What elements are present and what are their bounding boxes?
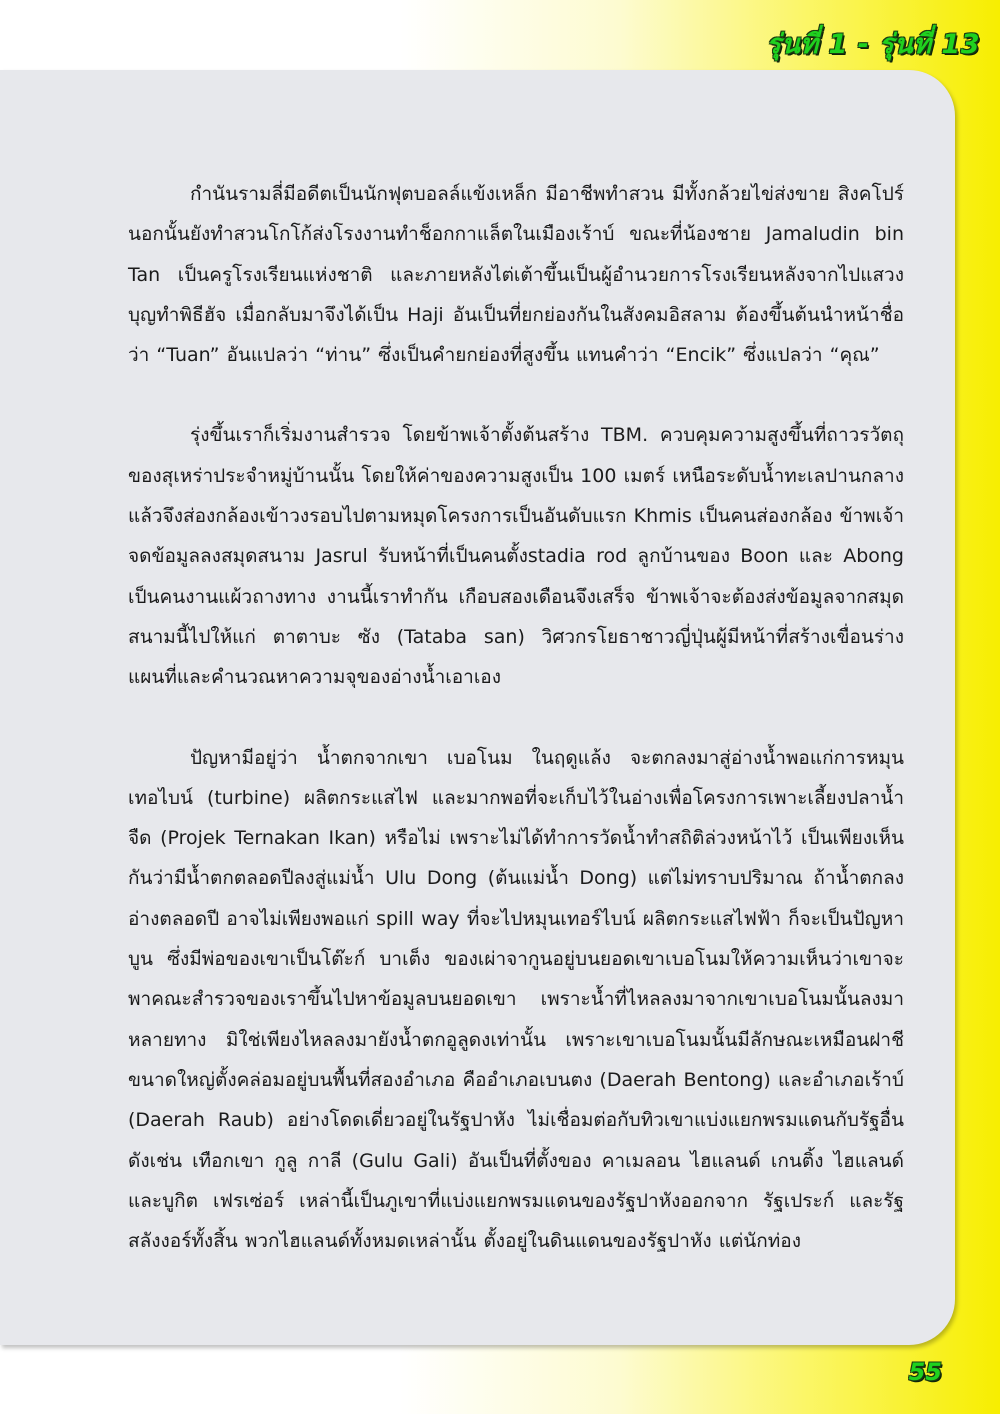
paragraph-3: ปัญหามีอยู่ว่า น้ำตกจากเขา เบอโนม ในฤดูแล้ง จะตกลงมาสู่อ่างน้ำพอแก่การหมุนเทอไบน์ (turbine) ผลิตกระแสไฟ และมากพอที่จะเก็บไว้ในอ่างเพื่อโครงการเพาะเลี้ยงปลาน้ำจืด (Projek Ternakan Ikan) หรือไม่ เพราะไม่ได้ทำการวัดน้ำทำสถิติล่วงหน้าไว้ เป็นเพียงเห็นกันว่ามีน้ำตกตลอดปีลงสู่แม่น้ำ Ulu Dong (ต้นแม่น้ำ Dong) แต่ไม่ทราบปริมาณ ถ้าน้ำตกลงอ่างตลอดปี อาจไม่เพียงพอแก่ spill way ที่จะไปหมุนเทอร์ไบน์ ผลิตกระแสไฟฟ้า ก็จะเป็นปัญหา บูน ซึ่งมีพ่อของเขาเป็นโต๊ะก์ บาเต็ง ของเผ่าจากูนอยู่บนยอดเขาเบอโนมให้ความเห็นว่าเขาจะพาคณะสำรวจของเราขึ้นไปหาข้อมูลบนยอดเขา เพราะน้ำที่ไหลลงมาจากเขาเบอโนมนั้นลงมาหลายทาง มิใช่เพียงไหลลงมายังน้ำตกอูลูดงเท่านั้น เพราะเขาเบอโนมนั้นมีลักษณะเหมือนฝาชีขนาดใหญ่ตั้งคล่อมอยู่บนพื้นที่สองอำเภอ คืออำเภอเบนตง (Daerah Bentong) และอำเภอเร้าบ์ (Daerah Raub) อย่างโดดเดี่ยวอยู่ในรัฐปาหัง ไม่เชื่อมต่อกับทิวเขาแบ่งแยกพรมแดนกับรัฐอื่น ดังเช่น เทือกเขา กูลู กาลี (Gulu Gali) อันเป็นที่ตั้งของ คาเมลอน ไฮแลนด์ เกนติ้ง ไฮแลนด์ และบูกิต เฟรเซ่อร์ เหล่านี้เป็นภูเขาที่แบ่งแยกพรมแดนของรัฐปาหังออกจาก รัฐเประก์ และรัฐสลังงอร์ทั้งสิ้น พวกไฮแลนด์ทั้งหมดเหล่านั้น ตั้งอยู่ในดินแดนของรัฐปาหัง แต่นักท่อง [128,746,904,1253]
page-header-title: รุ่นที่ 1 - รุ่นที่ 13 [766,29,980,60]
paragraph-2: รุ่งขึ้นเราก็เริ่มงานสำรวจ โดยข้าพเจ้าตั้งต้นสร้าง TBM. ควบคุมความสูงขึ้นที่ถาวรวัตถุของสุเหร่าประจำหมู่บ้านนั้น โดยให้ค่าของความสูงเป็น 100 เมตร์ เหนือระดับน้ำทะเลปานกลาง แล้วจึงส่องกล้องเข้าวงรอบไปตามหมุดโครงการเป็นอันดับแรก Khmis เป็นคนส่องกล้อง ข้าพเจ้าจดข้อมูลลงสมุดสนาม Jasrul รับหน้าที่เป็นคนตั้งstadia rod ลูกบ้านของ Boon และ Abong เป็นคนงานแผ้วถางทาง งานนี้เราทำกัน เกือบสองเดือนจึงเสร็จ ข้าพเจ้าจะต้องส่งข้อมูลจากสมุดสนามนี้ไปให้แก่ ตาตาบะ ซัง (Tataba san) วิศวกรโยธาชาวญี่ปุ่นผู้มีหน้าที่สร้างเขื่อนร่างแผนที่และคำนวณหาความจุของอ่างน้ำเอาเอง [128,424,904,689]
body-text [128,174,904,1261]
page-number: 55 [908,1358,942,1386]
paragraph-1: กำนันรามลี่มีอดีตเป็นนักฟุตบอลล์แข้งเหล็ก มีอาชีพทำสวน มีทั้งกล้วยไข่ส่งขาย สิงคโปร์ นอกนั้นยังทำสวนโกโก้ส่งโรงงานทำช็อกกาแล็ตในเมืองเร้าบ์ ขณะที่น้องชาย Jamaludin bin Tan เป็นครูโรงเรียนแห่งชาติ และภายหลังไต่เต้าขึ้นเป็นผู้อำนวยการโรงเรียนหลังจากไปแสวงบุญทำพิธีฮัจ เมื่อกลับมาจึงได้เป็น Haji อันเป็นที่ยกย่องกันในสังคมอิสลาม ต้องขึ้นต้นนำหน้าชื่อว่า “Tuan” อันแปลว่า “ท่าน” ซึ่งเป็นคำยกย่องที่สูงขึ้น แทนคำว่า “Encik” ซึ่งแปลว่า “คุณ” [128,183,904,367]
content-panel [0,70,955,1345]
